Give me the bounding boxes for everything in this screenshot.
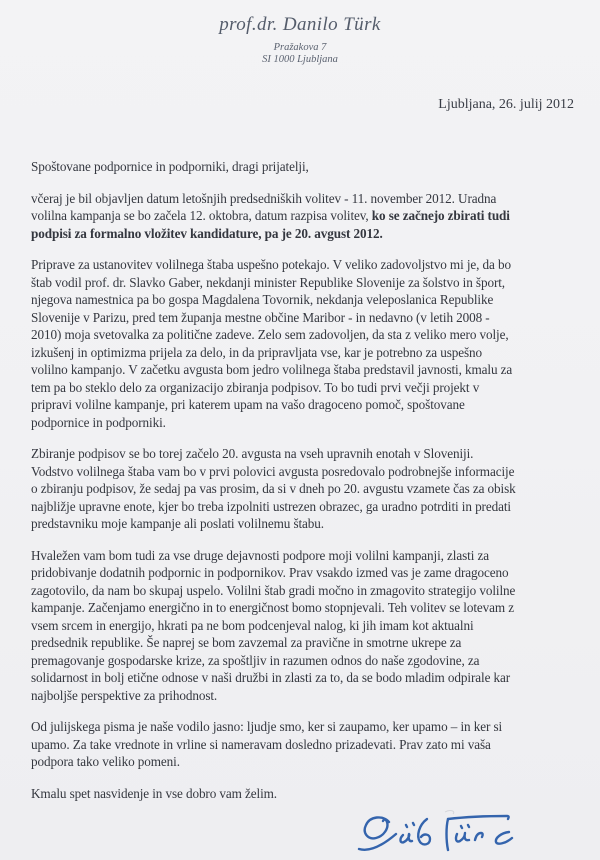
text-line — [31, 498, 580, 516]
text-segment: najbližje upravne enote, kjer bo treba izpolniti ustrezen obrazec, ga uradno potrditi in predati — [31, 498, 511, 514]
paragraph — [31, 785, 580, 803]
text-segment: Zbiranje podpisov se bo torej začelo 20. avgusta na vseh upravnih enotah v Sloveniji. — [31, 446, 474, 461]
text-line — [31, 753, 580, 771]
signature-ink-icon — [355, 809, 527, 857]
text-line — [31, 207, 580, 225]
text-segment: izkušenj in optimizma prijela za delo, in da pripravljata vse, kar je potrebno za uspešno — [31, 344, 483, 360]
text-segment: volilno kampanjo. V začetku avgusta bom jedro volilnega štaba predstavil javnosti, kmalu za — [31, 362, 513, 377]
text-line — [31, 547, 580, 565]
sender-name: prof.dr. Danilo Türk — [219, 14, 381, 35]
text-segment: Kmalu spet nasvidenje in vse dobro vam želim. — [31, 785, 278, 801]
text-line — [31, 414, 580, 432]
text-line — [31, 480, 580, 498]
text-line — [31, 599, 580, 617]
text-line — [31, 396, 580, 414]
text-segment: Od julijskega pisma je naše vodilo jasno: ljudje smo, ker si zaupamo, ker upamo – in ker si — [31, 719, 503, 734]
text-segment: podpora tako veliko pomeni. — [31, 754, 180, 769]
text-line — [31, 515, 580, 533]
text-line — [31, 718, 580, 736]
paragraph — [31, 718, 580, 771]
sender-address — [0, 42, 600, 66]
signature-handwriting — [355, 809, 527, 857]
text-line — [31, 564, 580, 582]
address-line-1: Pražakova 7 — [273, 42, 327, 53]
text-line — [31, 652, 580, 670]
text-line — [31, 582, 580, 600]
text-line — [31, 634, 580, 652]
text-segment: Priprave za ustanovitev volilnega štaba uspešno potekajo. V veliko zadovoljstvo mi je, da bo — [31, 257, 511, 272]
bold-text-segment: ko se začnejo zbirati tudi — [371, 208, 510, 223]
letterhead — [0, 0, 600, 66]
text-segment: tem pa bo steklo delo za organizacijo zbiranja podpisov. To bo tudi prvi večji projekt v — [31, 379, 480, 395]
text-segment: podpornice in podporniki. — [31, 414, 166, 430]
text-segment: kampanje. Začenjamo energično in to energičnost bomo stopnjevali. Teh volitev se lotevam z — [31, 600, 515, 615]
text-line — [31, 344, 580, 362]
text-line — [31, 190, 580, 208]
text-segment: zagotovilo, da nam bo skupaj uspelo. Volilni štab gradi močno in zmagovito strategijo volilne — [31, 582, 516, 598]
text-segment: predsednik republike. Še naprej se bom zavzemal za pravične in smotrne ukrepe za — [31, 635, 462, 650]
text-segment: Hvaležen vam bom tudi za vse druge dejavnosti podpore moji volilni kampanji, zlasti za — [31, 547, 489, 563]
text-segment: vsem srcem in energijo, hkrati pa ne bom podcenjeval nalog, ki jih imam kot aktualni — [31, 617, 474, 633]
text-line — [31, 445, 580, 463]
text-line — [31, 256, 580, 274]
text-line — [31, 617, 580, 635]
text-segment: o zbiranju podpisov, že sedaj pa vas prosim, da si v dneh po 20. avgustu vzamete čas za obisk — [31, 481, 516, 496]
dateline: Ljubljana, 26. julij 2012 — [438, 97, 574, 112]
text-segment: premagovanje gospodarske krize, za spoštljiv in razumen odnos do naše zgodovine, za — [31, 652, 480, 668]
letter-body — [31, 158, 580, 802]
text-segment: njegova namestnica pa bo gospa Magdalena Tovornik, nekdanja veleposlanica Republike — [31, 292, 494, 307]
text-segment: 2010) moja svetovalka za politične zadeve. Zelo sem zadovoljen, da sta z veliko mero volje, — [31, 327, 509, 342]
text-line — [31, 379, 580, 397]
text-segment: predstavniku moje kampanje ali poslati volilnemu štabu. — [31, 516, 324, 531]
address-line-2: SI 1000 Ljubljana — [262, 54, 338, 65]
text-segment: Vodstvo volilnega štaba vam bo v prvi polovici avgusta posredovalo podrobnejše informacije — [31, 463, 515, 479]
text-line — [31, 736, 580, 754]
text-line — [31, 785, 580, 803]
salutation: Spoštovane podpornice in podporniki, dragi prijatelji, — [31, 159, 309, 174]
text-line — [31, 361, 580, 379]
text-segment: Slovenije v Parizu, pred tem županja mestne občine Maribor - in nedavno (v letih 2008 - — [31, 309, 490, 325]
text-line — [31, 291, 580, 309]
text-line — [31, 326, 580, 344]
paragraph — [31, 547, 580, 705]
text-segment: pripravi volilne kampanje, pri katerem upam na vašo dragoceno pomoč, spoštovane — [31, 397, 465, 412]
text-segment: upamo. Za take vrednote in vrline si nameravam dosledno prizadevati. Prav zato mi vaša — [31, 736, 491, 752]
text-line — [31, 225, 580, 243]
bold-text-segment: podpisi za formalno vložitev kandidature, pa je 20. avgust 2012. — [31, 225, 383, 241]
text-line — [31, 309, 580, 327]
paragraph — [31, 190, 580, 243]
text-segment: najboljše perspektive za prihodnost. — [31, 687, 218, 703]
text-line — [31, 669, 580, 687]
text-segment: štab vodil prof. dr. Slavko Gaber, nekdanji minister Republike Slovenije za šolstvo in šport, — [31, 274, 506, 290]
text-line — [31, 463, 580, 481]
paragraph — [31, 256, 580, 431]
paragraphs-container — [31, 190, 580, 803]
text-line — [31, 687, 580, 705]
text-line — [31, 274, 580, 292]
text-segment: volilna kampanja se bo začela 12. oktobra, datum razpisa volitev, — [31, 208, 372, 223]
text-segment: solidarnost in bolj etične odnose v naši družbi in zlasti za to, da se bodo mladim odpirale kar — [31, 670, 511, 685]
paragraph — [31, 445, 580, 533]
text-segment: včeraj je bil objavljen datum letošnjih predsedniških volitev - 11. november 2012. Uradna — [31, 190, 497, 206]
text-segment: pridobivanje dodatnih podpornic in podpornikov. Prav vsakdo izmed vas je zame dragoceno — [31, 565, 509, 580]
